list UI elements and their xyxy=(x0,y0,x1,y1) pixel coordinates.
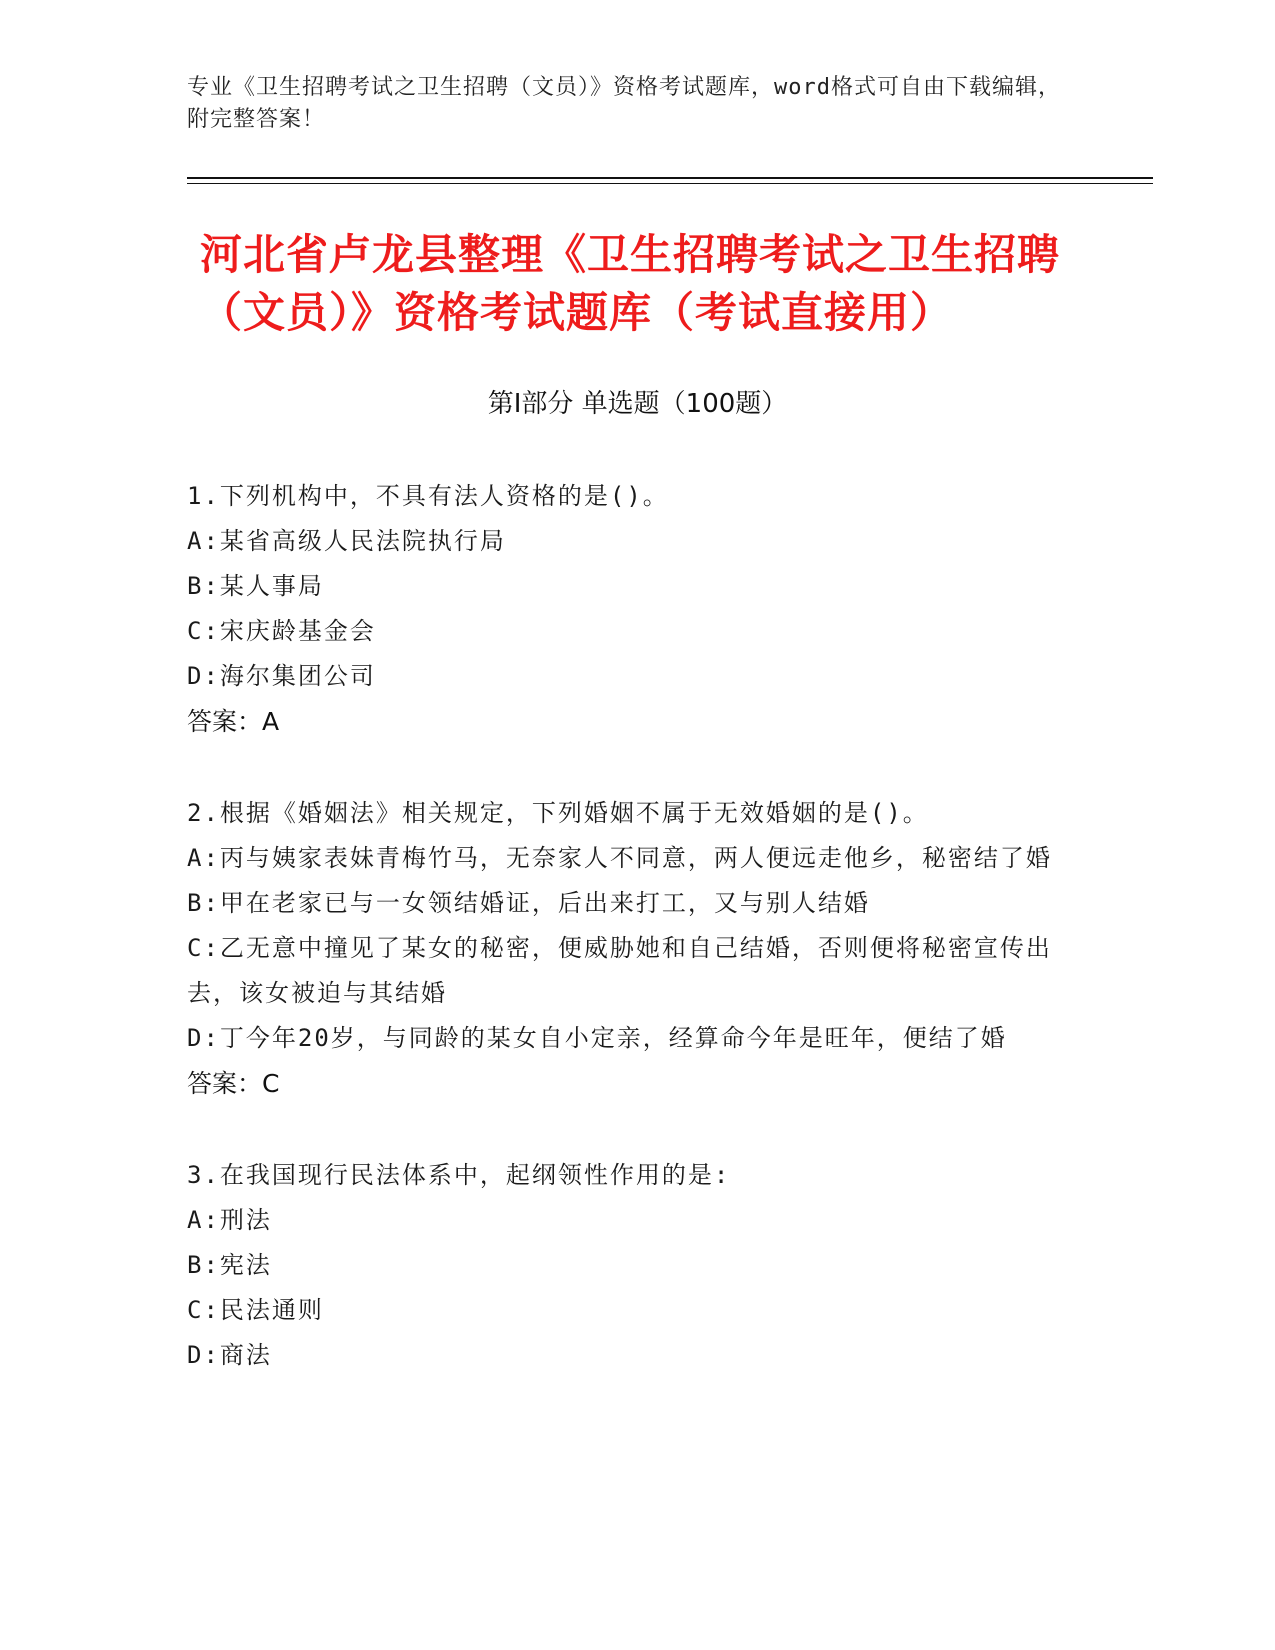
answer-line xyxy=(187,1061,1067,1106)
answer-label: 答案： xyxy=(187,707,263,736)
option-b: B:宪法 xyxy=(187,1251,272,1279)
option-c: C:民法通则 xyxy=(187,1296,324,1324)
header-rule-thin xyxy=(187,183,1153,184)
answer-label: 答案： xyxy=(187,1069,263,1098)
question-3 xyxy=(187,1153,1067,1378)
option-d: D:丁今年20岁，与同龄的某女自小定亲，经算命今年是旺年，便结了婚 xyxy=(187,1024,1007,1052)
header-note: 专业《卫生招聘考试之卫生招聘（文员）》资格考试题库，word格式可自由下载编辑，附完整答案！ xyxy=(187,75,1061,132)
question-stem: 3.在我国现行民法体系中，起纲领性作用的是: xyxy=(187,1161,731,1189)
question-2 xyxy=(187,791,1067,1106)
answer-line xyxy=(187,699,1067,744)
option-a: A:丙与姨家表妹青梅竹马，无奈家人不同意，两人便远走他乡，秘密结了婚 xyxy=(187,844,1052,872)
option-b: B:某人事局 xyxy=(187,572,324,600)
option-c: C:宋庆龄基金会 xyxy=(187,617,376,645)
question-stem: 1.下列机构中，不具有法人资格的是()。 xyxy=(187,482,669,510)
option-a: A:刑法 xyxy=(187,1206,272,1234)
section-heading: 第Ⅰ部分 单选题（100题） xyxy=(487,389,788,419)
answer-value: C xyxy=(262,1069,280,1098)
option-d: D:海尔集团公司 xyxy=(187,662,376,690)
option-a: A:某省高级人民法院执行局 xyxy=(187,527,506,555)
question-1 xyxy=(187,474,1067,744)
header-rule-thick xyxy=(187,177,1153,179)
option-c: C:乙无意中撞见了某女的秘密，便威胁她和自己结婚，否则便将秘密宣传出去，该女被迫与其结婚 xyxy=(187,934,1052,1007)
option-b: B:甲在老家已与一女领结婚证，后出来打工，又与别人结婚 xyxy=(187,889,870,917)
question-list xyxy=(187,474,1067,1425)
answer-value: A xyxy=(262,707,280,736)
document-title: 河北省卢龙县整理《卫生招聘考试之卫生招聘（文员）》资格考试题库（考试直接用） xyxy=(200,230,1061,337)
question-stem: 2.根据《婚姻法》相关规定，下列婚姻不属于无效婚姻的是()。 xyxy=(187,799,929,827)
option-d: D:商法 xyxy=(187,1341,272,1369)
